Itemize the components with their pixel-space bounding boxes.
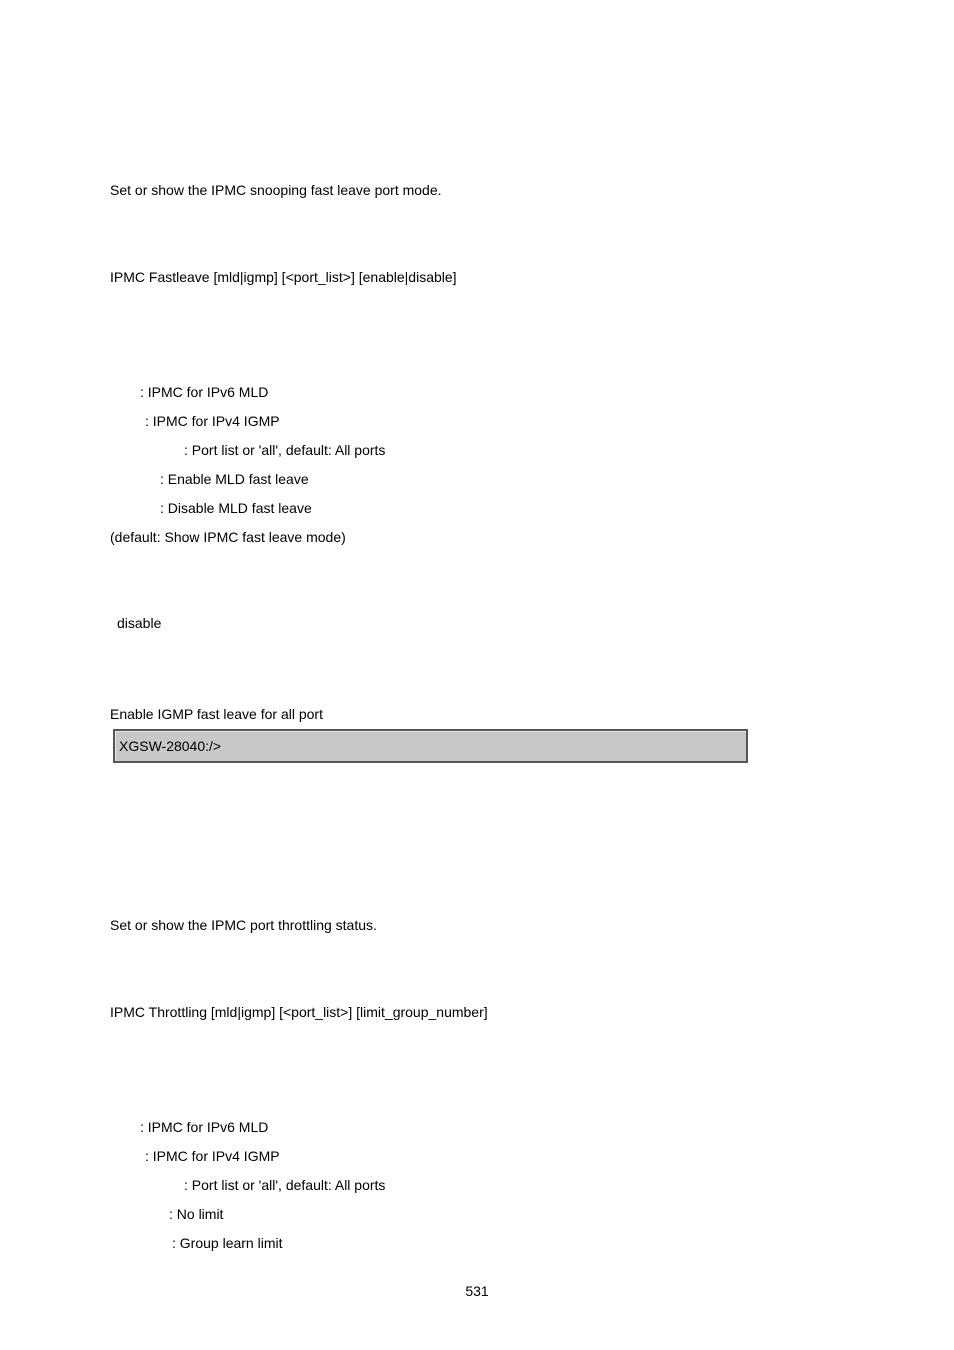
command-example-box: [113, 729, 748, 763]
throttling-param-mld: : IPMC for IPv6 MLD: [140, 1119, 269, 1135]
command-prompt: XGSW-28040:/>: [119, 738, 222, 754]
fastleave-param-mld: : IPMC for IPv6 MLD: [140, 384, 269, 400]
fastleave-param-enable: : Enable MLD fast leave: [160, 471, 309, 487]
throttling-param-port-list: : Port list or 'all', default: All ports: [184, 1177, 386, 1193]
throttling-description: Set or show the IPMC port throttling status.: [110, 917, 377, 933]
fastleave-description: Set or show the IPMC snooping fast leave port mode.: [110, 182, 442, 198]
fastleave-default-value: disable: [117, 615, 162, 631]
fastleave-example-label: Enable IGMP fast leave for all port: [110, 706, 323, 722]
throttling-param-igmp: : IPMC for IPv4 IGMP: [145, 1148, 280, 1164]
throttling-param-group-limit: : Group learn limit: [172, 1235, 283, 1251]
fastleave-param-port-list: : Port list or 'all', default: All ports: [184, 442, 386, 458]
fastleave-param-disable: : Disable MLD fast leave: [160, 500, 312, 516]
fastleave-default-note: (default: Show IPMC fast leave mode): [110, 529, 346, 545]
throttling-param-no-limit: : No limit: [169, 1206, 224, 1222]
fastleave-syntax: IPMC Fastleave [mld|igmp] [<port_list>] [enable|disable]: [110, 269, 457, 285]
page-number: 531: [465, 1283, 489, 1299]
throttling-syntax: IPMC Throttling [mld|igmp] [<port_list>] [limit_group_number]: [110, 1004, 488, 1020]
fastleave-param-igmp: : IPMC for IPv4 IGMP: [145, 413, 280, 429]
